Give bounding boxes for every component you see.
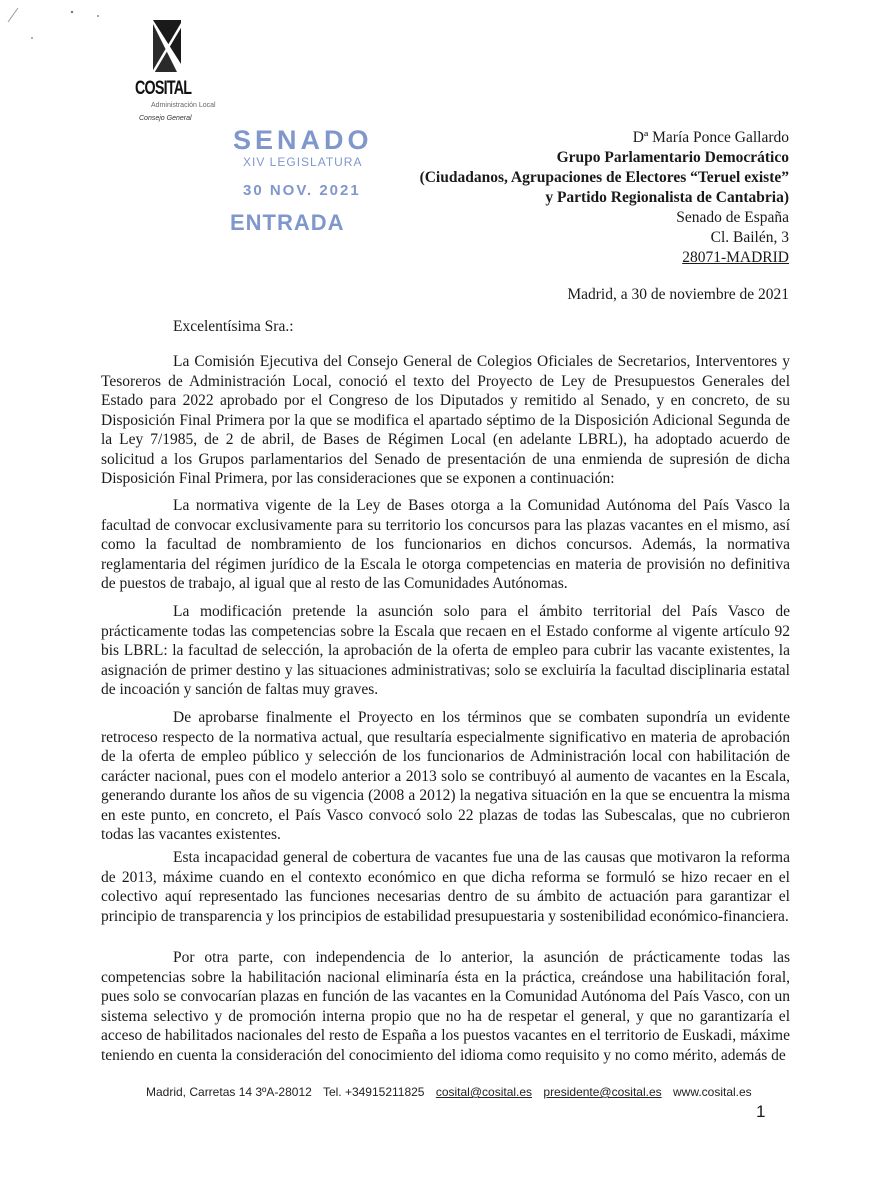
paragraph-2: La normativa vigente de la Ley de Bases otorga a la Comunidad Autónoma del País Vasco la facultad de convocar exclusivamente para su territorio los concursos para las plazas vacantes en el mismo, así como la facultad de nombramiento de los funcionarios en dichos concursos. Además, la normativa reglamentaria del régimen jurídico de la Escala le otorga competencias en materia de provisión no definitiva de puestos de trabajo, al igual que al resto de las Comunidades Autónomas. — [101, 497, 790, 592]
footer-website[interactable]: www.cosital.es — [672, 1085, 752, 1099]
footer-address: Madrid, Carretas 14 3ºA-28012 — [146, 1085, 312, 1099]
stamp-line-2: XIV LEGISLATURA — [243, 155, 363, 169]
recipient-group: Grupo Parlamentario Democrático — [556, 149, 789, 166]
paragraph-3: La modificación pretende la asunción solo para el ámbito territorial del País Vasco de prácticamente todas las competencias sobre la Escala que recaen en el Estado conforme al vigente artículo 92 bis LBRL: la facultad de selección, la aprobación de la oferta de empleo para cubrir las vacante existentes, la asignación de primer destino y las situaciones administrativas; solo se excluiría la facultad disciplinaria estatal de incoación y sanción de faltas muy graves. — [101, 603, 790, 698]
footer-email-cosital[interactable]: cosital@cosital.es — [435, 1085, 533, 1099]
stamp-line-4: ENTRADA — [230, 210, 345, 235]
logo-subtitle: Administración Local — [151, 102, 216, 109]
cosital-logo-mark — [147, 20, 187, 78]
letter-date: Madrid, a 30 de noviembre de 2021 — [567, 286, 789, 303]
recipient-group-detail: (Ciudadanos, Agrupaciones de Electores “Teruel existe” — [419, 169, 789, 186]
paragraph-4: De aprobarse finalmente el Proyecto en los términos que se combaten supondría un evidente retroceso respecto de la normativa actual, que resultaría especialmente significativo en materia de aprobación de la oferta de empleo público y selección de los funcionarios de Administración local con habilitación de carácter nacional, pues con el modelo anterior a 2013 solo se contribuyó al aumento de vacantes en la Escala, generando durante los años de su vigencia (2008 a 2012) la negativa situación en la que se encuentra la misma en este punto, en concreto, el País Vasco convocó solo 22 plazas de todas las Subescalas, que no cubrieron todas las vacantes existentes. — [101, 709, 790, 843]
letter-footer — [146, 1085, 760, 1099]
page-number: 1 — [756, 1102, 766, 1121]
cosital-logo — [133, 20, 243, 130]
recipient-group-detail-2: y Partido Regionalista de Cantabria) — [545, 189, 789, 206]
stamp-date: 30 NOV. 2021 — [243, 182, 361, 199]
logo-brand-text: COSITAL — [135, 78, 192, 99]
paragraph-6: Por otra parte, con independencia de lo anterior, la asunción de prácticamente todas las competencias sobre la habilitación nacional eliminaría ésta en la práctica, creándose una habilitación foral, pues solo se convocarían plazas en función de las vacantes en la Comunidad Autónoma del País Vasco, con un sistema selectivo y de promoción interna propio que no ha de respetar el general, y que no garantizaría el acceso de habilitados nacionales del resto de España a los puestos vacantes en el territorio de Euskadi, máxime teniendo en cuenta la consideración del conocimiento del idioma como requisito y no como mérito, además de — [101, 949, 790, 1064]
stamp-line-1: SENADO — [233, 125, 373, 155]
salutation: Excelentísima Sra.: — [173, 318, 294, 335]
recipient-street: Cl. Bailén, 3 — [710, 229, 789, 246]
footer-phone: Tel. +34915211825 — [322, 1085, 425, 1099]
paragraph-1: La Comisión Ejecutiva del Consejo General de Colegios Oficiales de Secretarios, Interventores y Tesoreros de Administración Local, conoció el texto del Proyecto de Ley de Presupuestos Generales del Estado para 2022 aprobado por el Congreso de los Diputados y remitido al Senado, y en concreto, de su Disposición Final Primera por la que se modifica el apartado séptimo de la Disposición Adicional Segunda de la Ley 7/1985, de 2 de abril, de Bases de Régimen Local (en adelante LBRL), ha adoptado acuerdo de solicitud a los Grupos parlamentarios del Senado de presentación de una enmienda de supresión de dicha Disposición Final Primera, por las consideraciones que se exponen a continuación: — [101, 353, 790, 487]
recipient-name: Dª María Ponce Gallardo — [632, 129, 789, 146]
senado-entry-stamp — [215, 120, 375, 245]
recipient-institution: Senado de España — [676, 209, 789, 226]
recipient-city: 28071-MADRID — [682, 249, 789, 266]
paragraph-5: Esta incapacidad general de cobertura de vacantes fue una de las causas que motivaron la reforma de 2013, máxime cuando en el contexto económico en que dicha reforma se formuló se hizo recaer en el colectivo aquí representado las funciones necesarias dentro de su ámbito de actuación para garantizar el principio de transparencia y los principios de estabilidad presupuestaria y sostenibilidad económico-financiera. — [101, 849, 790, 925]
scan-marks — [0, 0, 120, 60]
recipient-address — [420, 128, 789, 268]
footer-email-presidente[interactable]: presidente@cosital.es — [543, 1085, 662, 1099]
logo-council: Consejo General — [139, 115, 192, 122]
